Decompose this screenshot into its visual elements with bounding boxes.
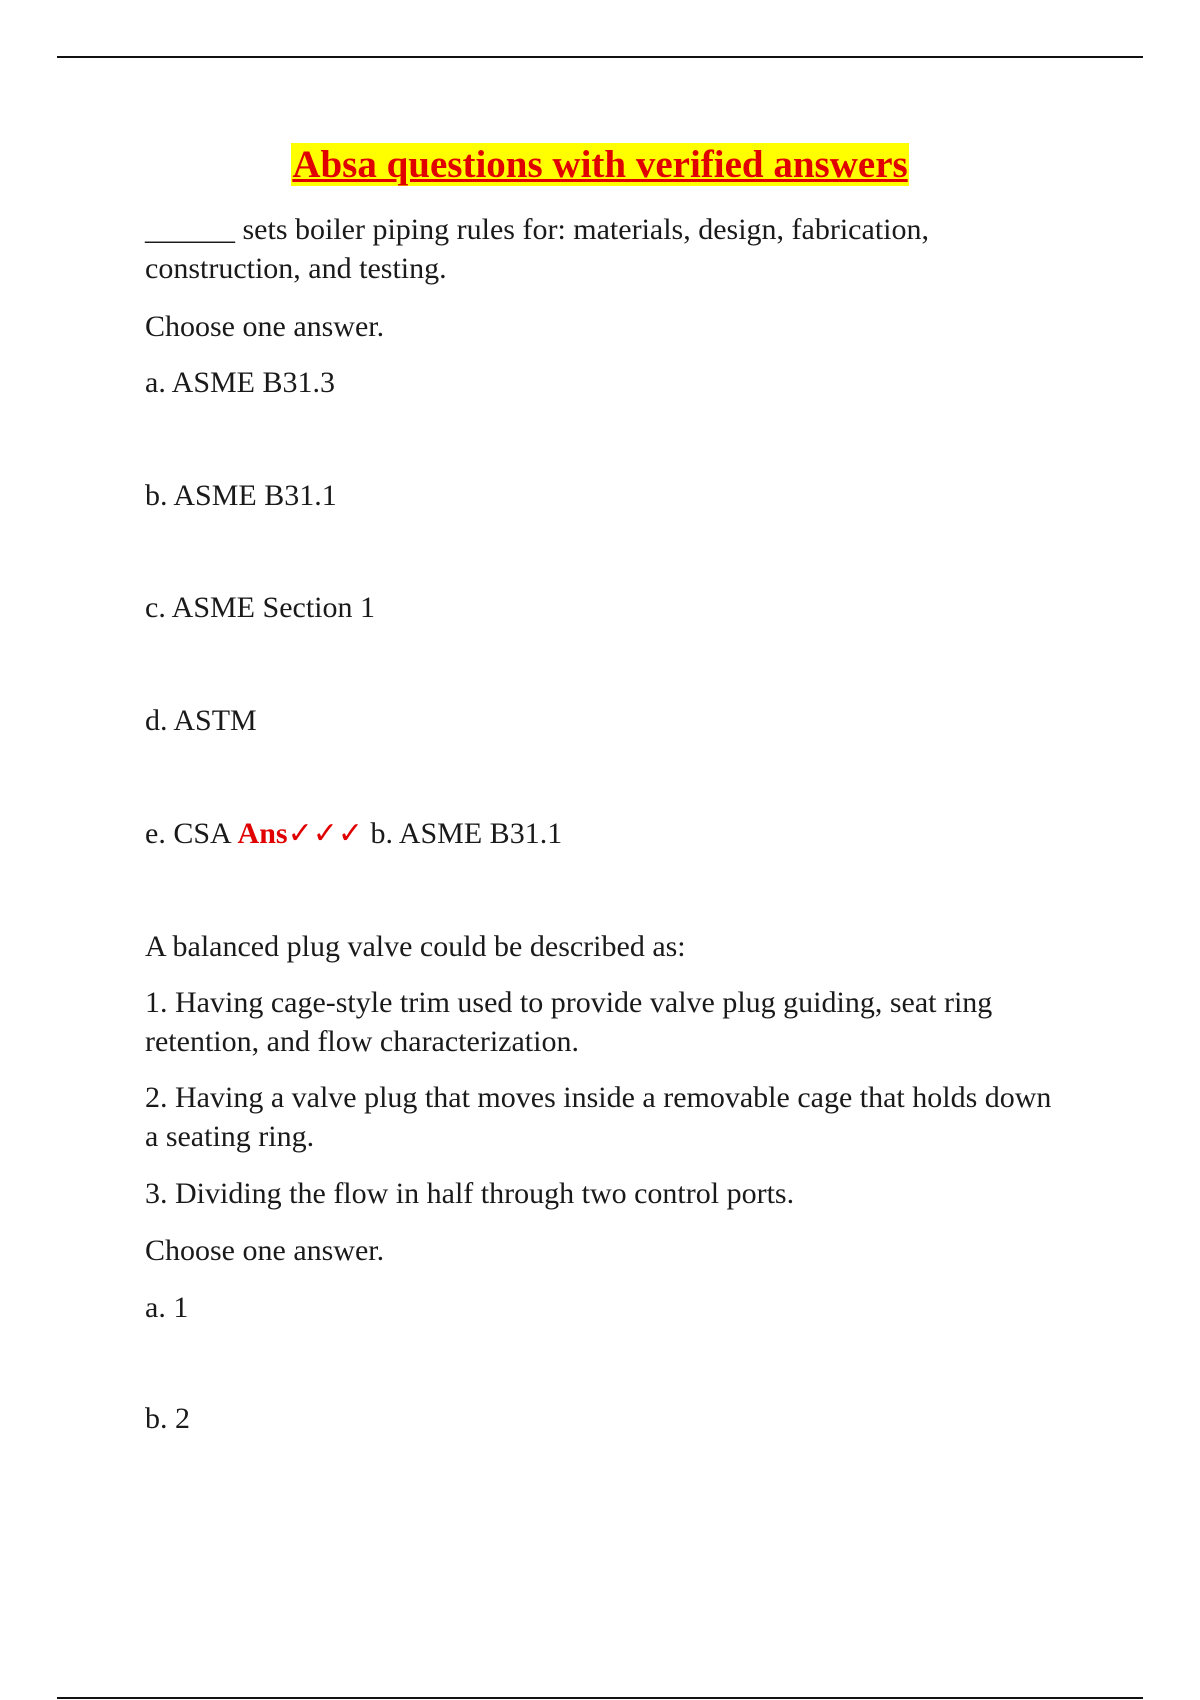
q1-option-d: d. ASTM: [145, 704, 257, 737]
q1-option-a: a. ASME B31.3: [145, 366, 336, 399]
q2-item-3: 3. Dividing the flow in half through two control ports.: [145, 1177, 795, 1210]
answer-checkmarks: ✓✓✓: [287, 817, 363, 850]
q1-option-e-line: [145, 814, 1065, 853]
q1-answer: b. ASME B31.1: [370, 817, 563, 850]
top-rule: [57, 56, 1143, 58]
q1-option-e: e. CSA: [145, 817, 231, 850]
document-title: [0, 142, 1200, 187]
q2-instruction: Choose one answer.: [145, 1234, 385, 1267]
title-text: Absa questions with verified answers: [292, 143, 908, 186]
q2-item-1: 1. Having cage-style trim used to provide valve plug guiding, seat ring retention, and flow characterization.: [145, 986, 993, 1058]
q2-stem: A balanced plug valve could be described as:: [145, 930, 686, 963]
q1-stem: ______ sets boiler piping rules for: materials, design, fabrication, construction, and testing.: [145, 213, 929, 285]
q1-instruction: Choose one answer.: [145, 310, 385, 343]
bottom-rule: [57, 1697, 1143, 1699]
q1-option-c: c. ASME Section 1: [145, 591, 375, 624]
answer-label: Ans: [237, 817, 288, 850]
q1-option-b: b. ASME B31.1: [145, 479, 337, 512]
q2-item-2: 2. Having a valve plug that moves inside a removable cage that holds down a seating ring.: [145, 1081, 1052, 1153]
q2-option-b: b. 2: [145, 1402, 190, 1435]
q2-option-a: a. 1: [145, 1291, 189, 1324]
